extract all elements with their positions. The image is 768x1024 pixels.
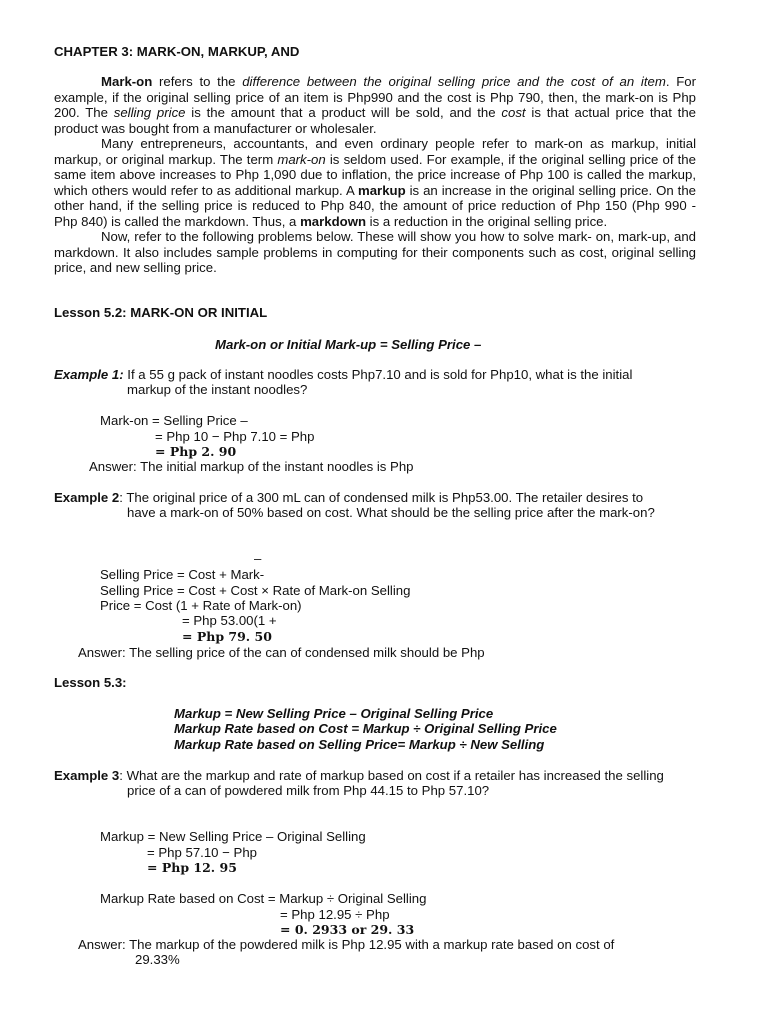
example-2-step-1: Selling Price = Cost + Mark-	[100, 567, 265, 582]
example-3-question	[54, 768, 664, 783]
example-3-step-4: Markup Rate based on Cost = Markup ÷ Original Selling	[100, 891, 427, 906]
example-2-step-3: Price = Cost (1 + Rate of Mark-on)	[100, 598, 302, 613]
example-2-result: = Php 79. 50	[182, 629, 272, 644]
lesson-5-3-heading: Lesson 5.3:	[54, 675, 127, 690]
intro-text	[54, 74, 696, 276]
text-run: . For example, if the original selling price of an item is Php990 and the cost is Php 790, then, the mark-on is Php 200. The	[54, 74, 697, 120]
text-run: is seldom used. For example, if the original selling price of the same item above increases to Php 1,090 due to inflation, the price increase of Php 100 is called the markup, which others would refer to as additional markup. A	[54, 151, 696, 198]
term-selling-price: selling price	[113, 105, 186, 120]
example-3-answer-cont: 29.33%	[135, 952, 180, 967]
term-cost: cost	[501, 105, 526, 120]
example-2-question-cont: have a mark-on of 50% based on cost. What should be the selling price after the mark-on?	[127, 505, 655, 520]
markup-rate-selling-formula: Markup Rate based on Selling Price= Markup ÷ New Selling	[174, 737, 545, 752]
example-3-result: = Php 12. 95	[147, 860, 237, 875]
example-1-label: Example 1:	[54, 367, 124, 382]
text-run: is that actual price that the product was bought from a manufacturer or wholesaler.	[54, 105, 696, 136]
intro-paragraph-2	[54, 136, 696, 229]
markup-formula: Markup = New Selling Price – Original Selling Price	[174, 706, 494, 721]
intro-paragraph-3: Now, refer to the following problems below. These will show you how to solve mark- on, mark-up, and markdown. It also includes sample problems in computing for their components such as cost, original selling price, and new selling price.	[54, 229, 696, 275]
example-3-answer: Answer: The markup of the powdered milk is Php 12.95 with a markup rate based on cost of	[78, 937, 615, 952]
text-run: is the amount that a product will be sold, and the	[185, 105, 502, 120]
text-run: is an increase in the original selling price. On the other hand, if the selling price is reduced to Php 840, the amount of price reduction of Php 150 (Php 990 - Php 840) is called the markdown. Thus, a	[54, 182, 697, 229]
example-2-answer: Answer: The selling price of the can of condensed milk should be Php	[78, 645, 485, 660]
text-run: If a 55 g pack of instant noodles costs Php7.10 and is sold for Php10, what is the initial	[123, 367, 633, 382]
example-3-label: Example 3	[54, 768, 120, 783]
definition-mark-on: difference between the original selling price and the cost of an item	[242, 74, 666, 89]
chapter-title: CHAPTER 3: MARK-ON, MARKUP, AND	[54, 44, 300, 59]
example-1-question-cont: markup of the instant noodles?	[127, 382, 308, 397]
example-2-dash: –	[254, 551, 262, 566]
term-markdown: markdown	[300, 213, 367, 229]
example-3-step-2: = Php 57.10 − Php	[147, 845, 257, 860]
example-3-step-5: = Php 12.95 ÷ Php	[280, 907, 390, 922]
example-1-question	[54, 367, 632, 382]
term-mark-on: Mark-on	[101, 74, 153, 89]
example-2-question	[54, 490, 643, 505]
lesson-5-2-heading: Lesson 5.2: MARK-ON OR INITIAL	[54, 305, 268, 320]
intro-paragraph-1	[54, 74, 696, 136]
example-1-step-2: = Php 10 − Php 7.10 = Php	[155, 429, 315, 444]
text-run: : What are the markup and rate of markup based on cost if a retailer has increased the selling	[119, 768, 664, 783]
example-3-step-1: Markup = New Selling Price – Original Selling	[100, 829, 366, 844]
term-markup: markup	[358, 182, 406, 198]
example-2-step-4: = Php 53.00(1 +	[182, 613, 277, 628]
example-3-question-cont: price of a can of powdered milk from Php 44.15 to Php 57.10?	[127, 783, 490, 798]
text-run: is a reduction in the original selling price.	[366, 213, 608, 229]
mark-on-formula: Mark-on or Initial Mark-up = Selling Price –	[215, 337, 482, 352]
example-2-step-2: Selling Price = Cost + Cost × Rate of Mark-on Selling	[100, 583, 411, 598]
example-1-step-1: Mark-on = Selling Price –	[100, 413, 248, 428]
example-1-result: = Php 2. 90	[155, 444, 237, 459]
text-run: refers to the	[152, 74, 243, 89]
example-3-rate-result: = 0. 2933 or 29. 33	[280, 922, 415, 937]
text-run: : The original price of a 300 mL can of condensed milk is Php53.00. The retailer desires to	[119, 490, 644, 505]
markup-rate-cost-formula: Markup Rate based on Cost = Markup ÷ Original Selling Price	[174, 721, 557, 736]
example-2-label: Example 2	[54, 490, 120, 505]
term-mark-on-italic: mark-on	[277, 151, 326, 167]
text-run: Many entrepreneurs, accountants, and even ordinary people refer to mark-on as markup, initial markup, or original markup. The term	[54, 136, 696, 167]
example-1-answer: Answer: The initial markup of the instant noodles is Php	[89, 459, 414, 474]
